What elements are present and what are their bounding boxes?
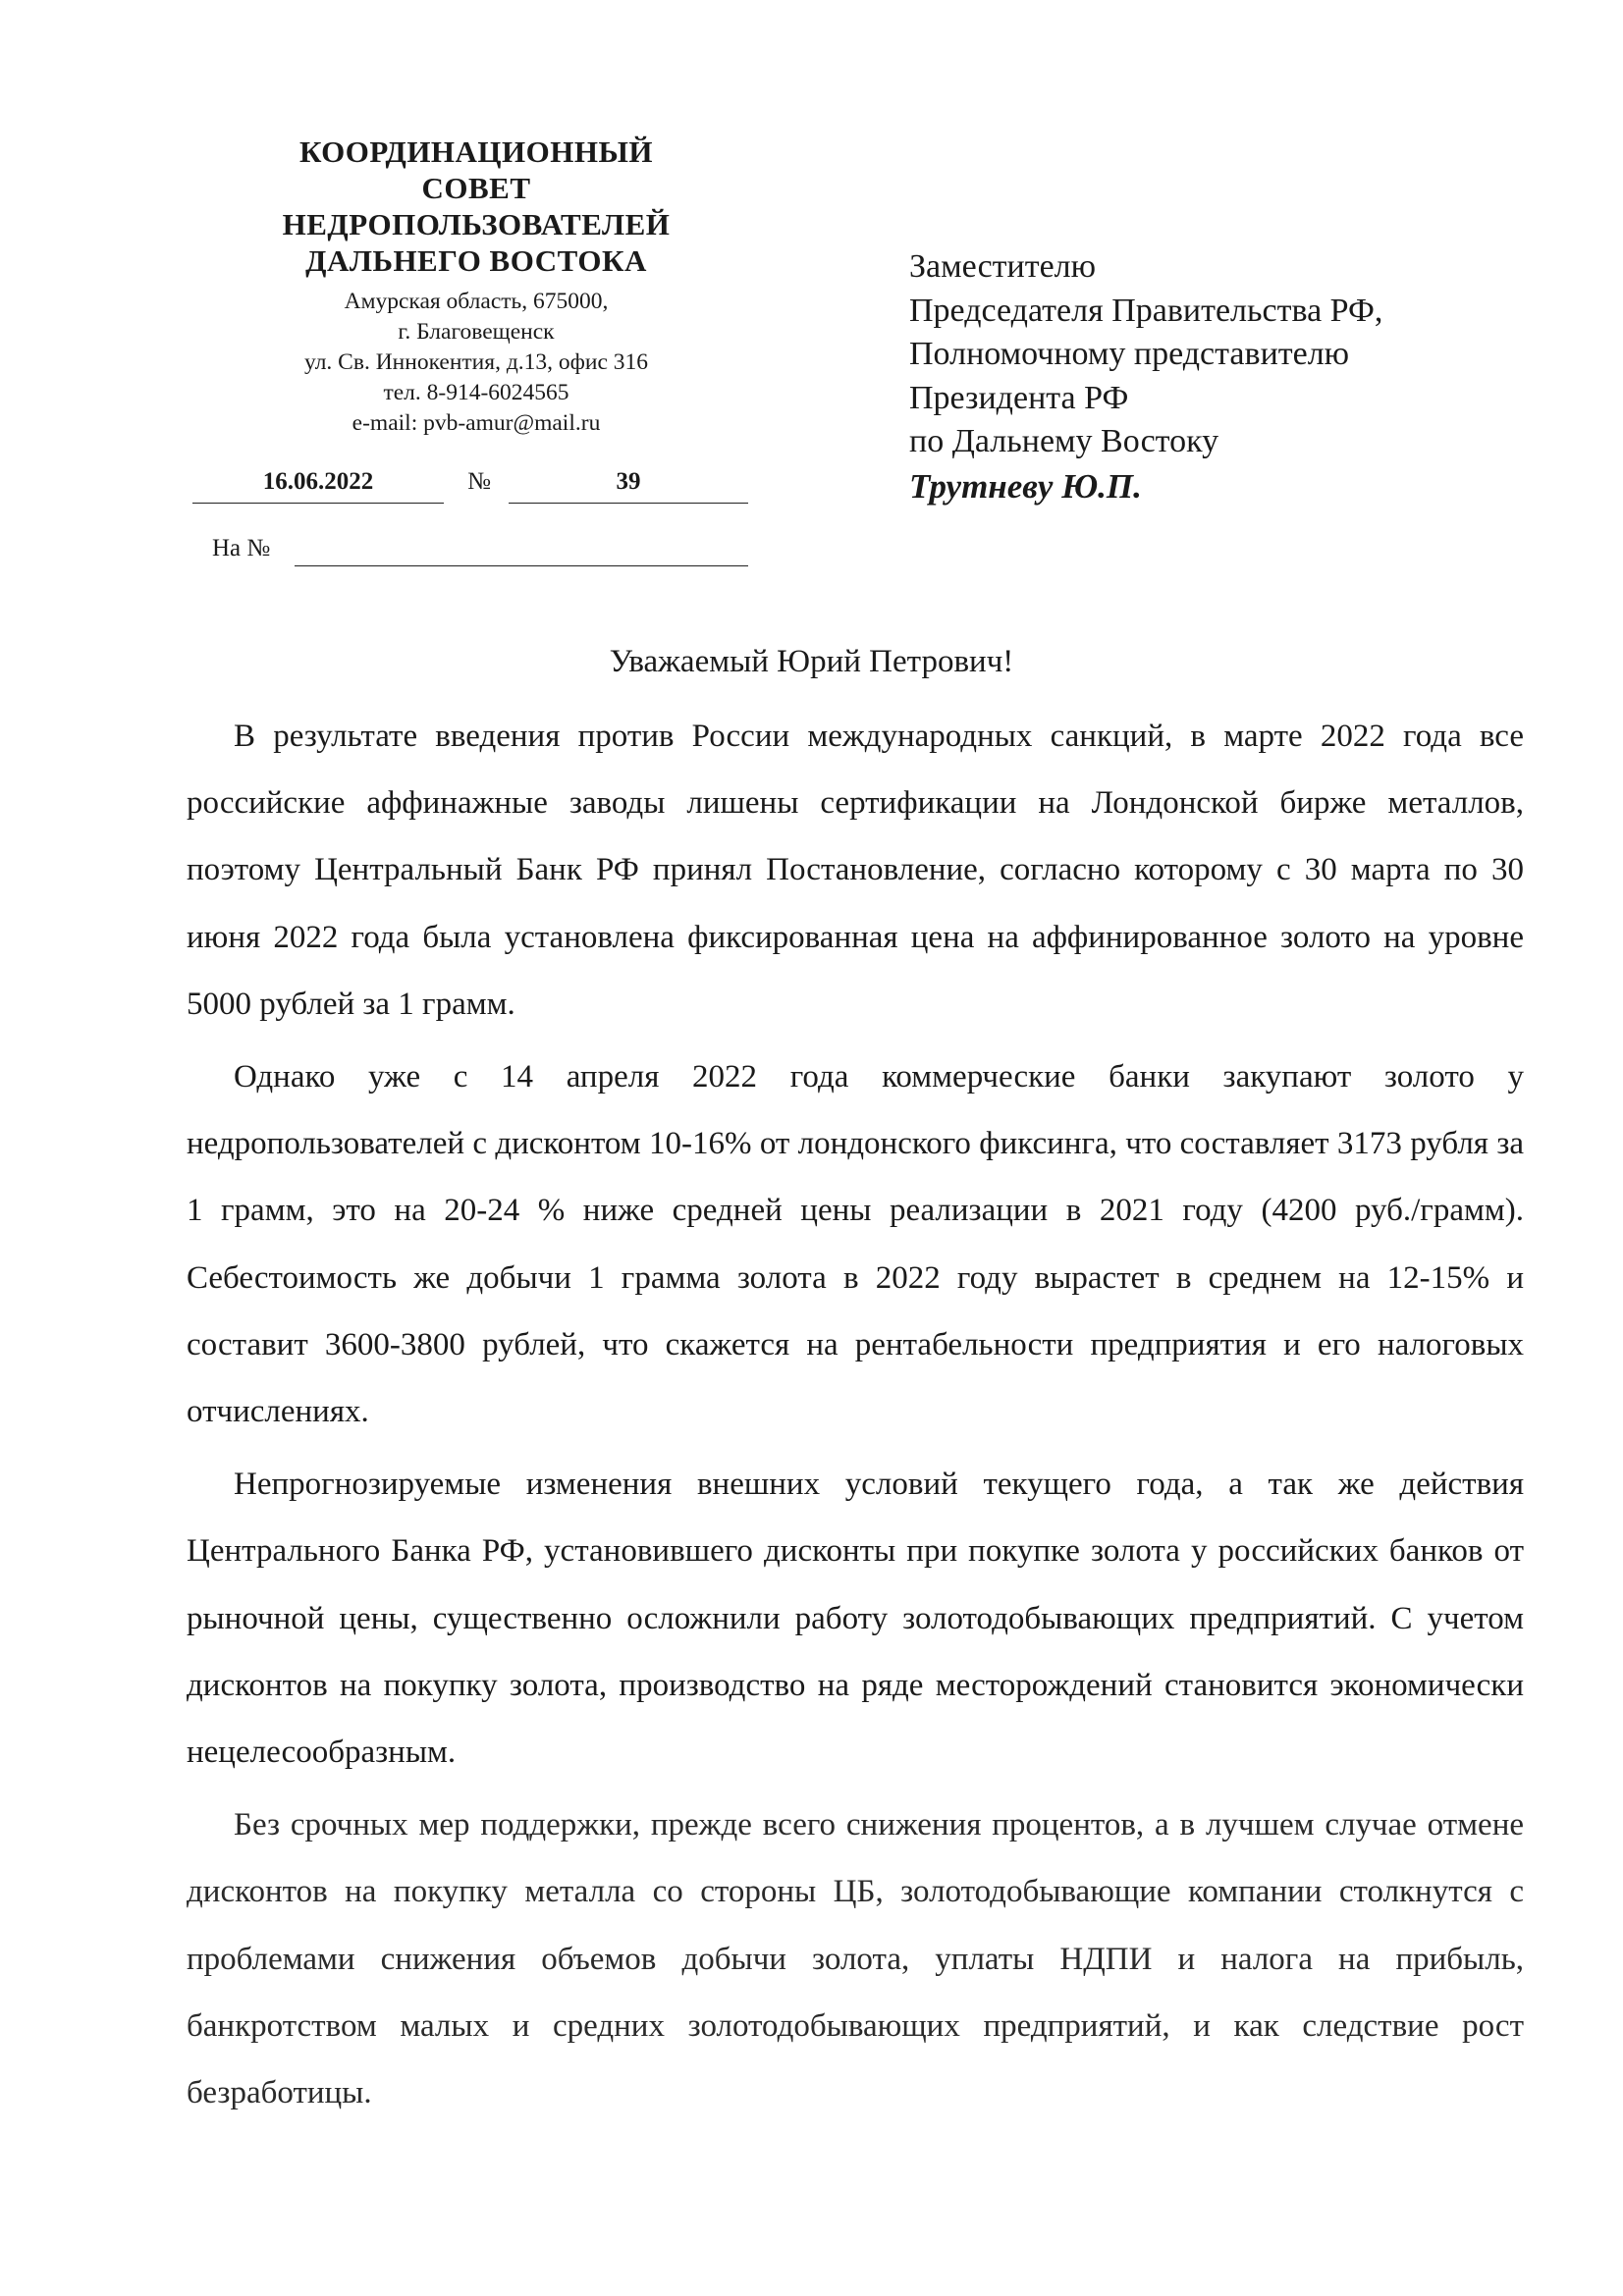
outgoing-date: 16.06.2022: [192, 463, 444, 504]
letterhead: [187, 133, 766, 439]
paragraph-4: Без срочных мер поддержки, прежде всего снижения процентов, а в лучшем случае отмене дисконтов на покупку металла со стороны ЦБ, золотодобывающие компании столкнутся с проблемами снижения объемов добычи золота, уплаты НДПИ и налога на прибыль, банкротством малых и средних золотодобывающих предприятий, и как следствие рост безработицы.: [187, 1807, 1524, 2111]
org-address: [187, 287, 766, 439]
addressee-line-3: Полномочному представителю: [909, 336, 1350, 372]
org-name-line-2: СОВЕТ: [421, 171, 531, 205]
letter-body: [187, 703, 1524, 2132]
number-sign: №: [467, 468, 491, 495]
paragraph-1: В результате введения против России международных санкций, в марте 2022 года все российские аффинажные заводы лишены сертификации на Лондонской бирже металлов, поэтому Центральный Банк РФ принял Постановление, согласно которому с 30 марта по 30 июня 2022 года была установлена фиксированная цена на аффинированное золото на уровне 5000 рублей за 1 грамм.: [187, 719, 1524, 1022]
address-email: e-mail: pvb-amur@mail.ru: [352, 410, 601, 436]
address-phone: тел. 8-914-6024565: [383, 380, 569, 405]
addressee-block: [909, 245, 1557, 509]
org-name-line-4: ДАЛЬНЕГО ВОСТОКА: [305, 243, 647, 278]
addressee-name: Трутневу Ю.П.: [909, 466, 1142, 506]
org-name-line-3: НЕДРОПОЛЬЗОВАТЕЛЕЙ: [282, 207, 671, 241]
addressee-line-1: Заместителю: [909, 248, 1097, 285]
reference-label: На №: [212, 535, 271, 561]
addressee-line-2: Председателя Правительства РФ,: [909, 292, 1383, 329]
outgoing-number: 39: [509, 463, 748, 504]
paragraph-3: Непрогнозируемые изменения внешних условий текущего года, а так же действия Центрального Банка РФ, установившего дисконты при покупке золота у российских банков от рыночной цены, существенно осложнили работу золотодобывающих предприятий. С учетом дисконтов на покупку золота, производство на ряде месторождений становится экономически нецелесообразным.: [187, 1467, 1524, 1771]
address-city: г. Благовещенск: [398, 319, 555, 345]
org-name-line-1: КООРДИНАЦИОННЫЙ: [298, 134, 654, 169]
addressee-line-4: Президента РФ: [909, 379, 1129, 416]
addressee-line-5: по Дальнему Востоку: [909, 423, 1219, 459]
address-region: Амурская область, 675000,: [344, 289, 609, 314]
salutation: Уважаемый Юрий Петрович!: [609, 644, 1014, 679]
address-street: ул. Св. Иннокентия, д.13, офис 316: [303, 349, 649, 375]
paragraph-2: Однако уже с 14 апреля 2022 года коммерческие банки закупают золото у недропользователей с дисконтом 10-16% от лондонского фиксинга, что составляет 3173 рубля за 1 грамм, это на 20-24 % ниже средней цены реализации в 2021 году (4200 руб./грамм). Себестоимость же добычи 1 грамма золота в 2022 году вырастет в среднем на 12-15% и составит 3600-3800 рублей, что скажется на рентабельности предприятия и его налоговых отчислениях.: [187, 1059, 1524, 1430]
reference-blank-line: [295, 565, 748, 566]
